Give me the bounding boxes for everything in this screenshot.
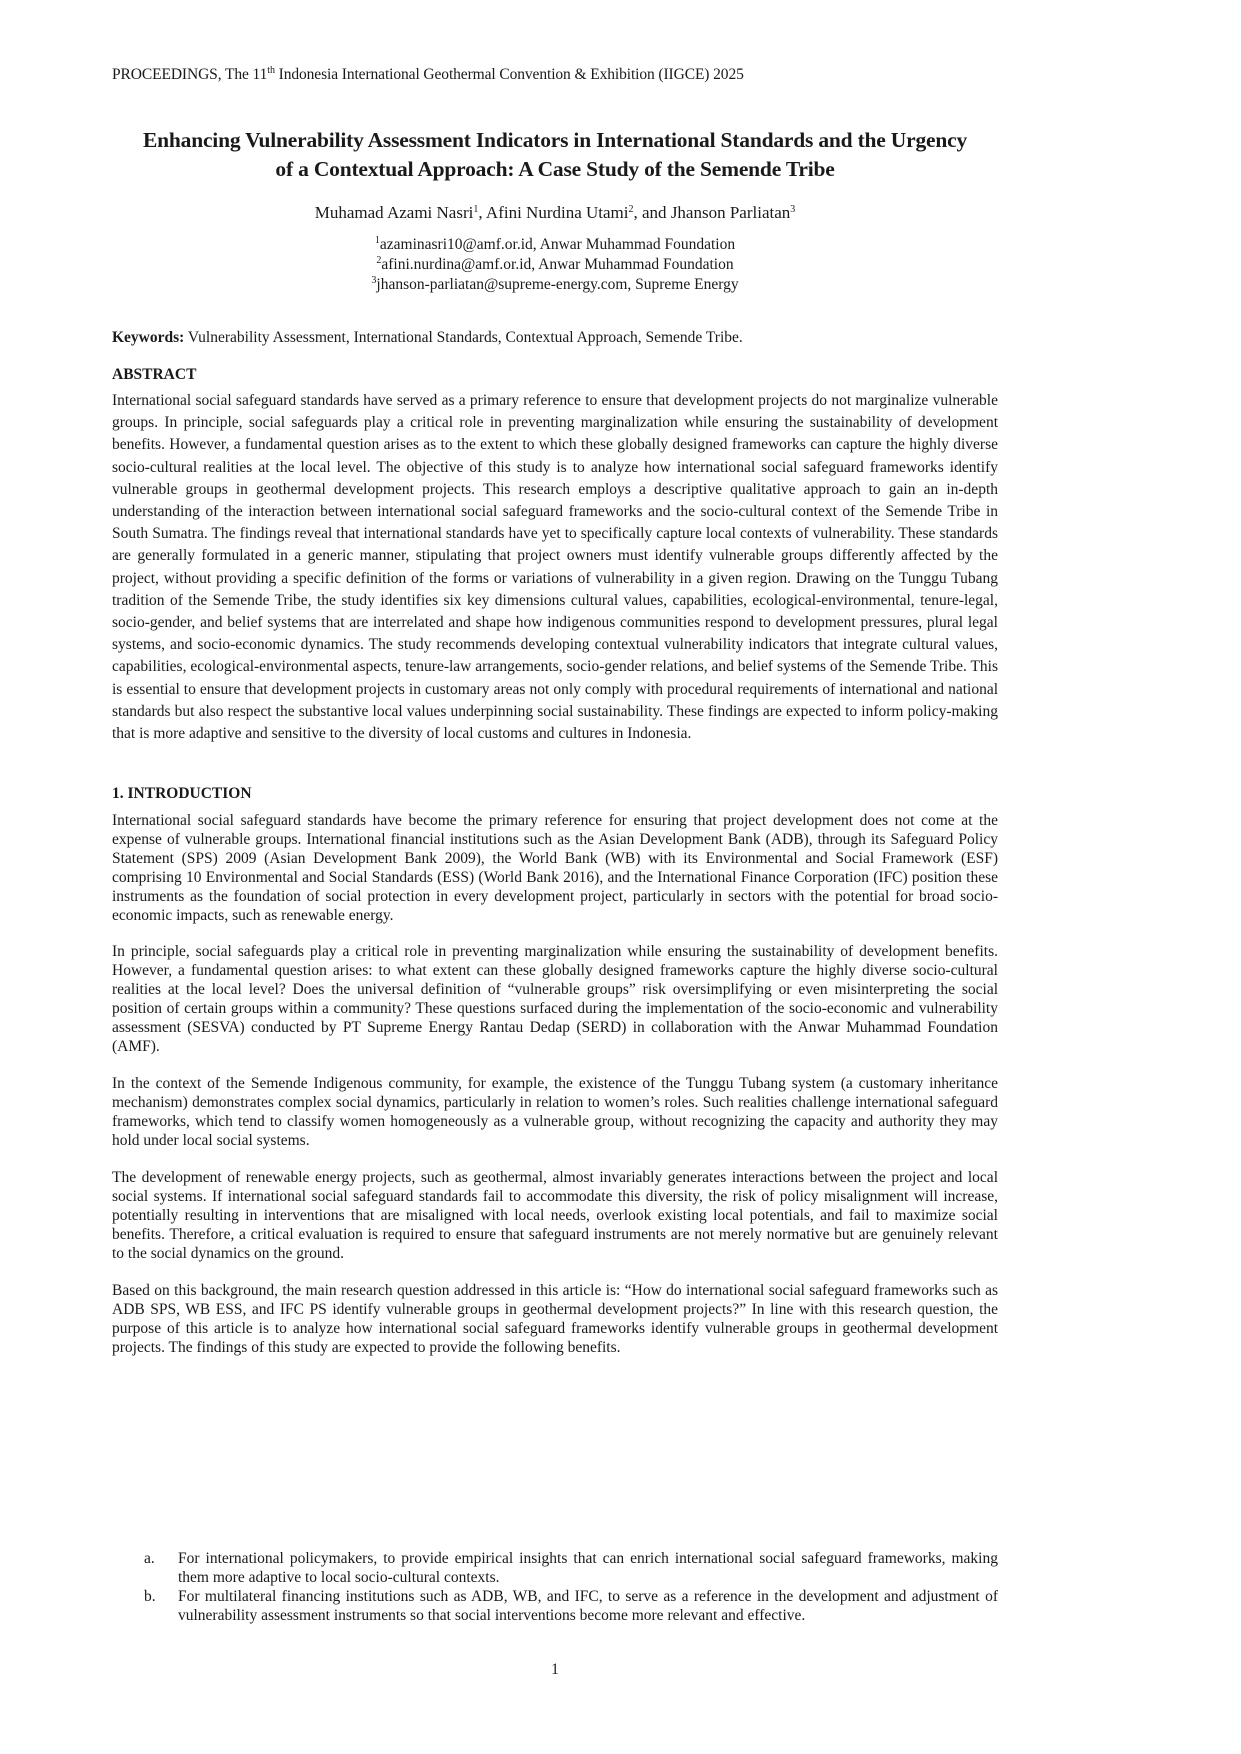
abstract-body: International social safeguard standards have served as a primary reference to ensure that development projects do not marginalize vulnerable groups. In principle, social safeguards play a critical role in preventing marginalization while ensuring the sustainability of development benefits. However, a fundamental question arises as to the extent to which these globally designed frameworks can capture the highly diverse socio-cultural realities at the local level. The objective of this study is to analyze how international social safeguard frameworks identify vulnerable groups in geothermal development projects. This research employs a descriptive qualitative approach to gain an in-depth understanding of the interaction between international social safeguard frameworks and the socio-cultural context of the Semende Tribe in South Sumatra. The findings reveal that international standards have yet to specifically capture local contexts of vulnerability. These standards are generally formulated in a generic manner, stipulating that project owners must identify vulnerable groups differently affected by the project, without providing a specific definition of the forms or variations of vulnerability in a given region. Drawing on the Tunggu Tubang tradition of the Semende Tribe, the study identifies six key dimensions cultural values, capabilities, ecological-environmental, tenure-legal, socio-gender, and belief systems that are interrelated and shape how indigenous communities respond to development pressures, plural legal systems, and socio-economic dynamics. The study recommends developing contextual vulnerability indicators that integrate cultural values, capabilities, ecological-environmental aspects, tenure-law arrangements, socio-gender relations, and belief systems of the Semende Tribe. This is essential to ensure that development projects in customary areas not only comply with procedural requirements of international and national standards but also respect the substantive local values underpinning social sustainability. These findings are expected to inform policy-making that is more adaptive and sensitive to the diversity of local customs and cultures in Indonesia.	[112, 392, 998, 743]
author-affil-marker: 3	[790, 204, 796, 215]
intro-paragraph-5: Based on this background, the main research question addressed in this article is: “How do international social safeguard frameworks such as ADB SPS, WB ESS, and IFC PS identify vulnerable groups in geothermal development projects?” In line with this research question, the purpose of this article is to analyze how international social safeguard frameworks identify vulnerable groups in geothermal development projects. The findings of this study are expected to provide the following benefits.	[112, 1282, 998, 1356]
affil-marker: 3	[371, 275, 377, 286]
affiliation-item	[112, 255, 998, 275]
affil-text: azaminasri10@amf.or.id, Anwar Muhammad Foundation	[379, 236, 736, 253]
running-head-suffix: Indonesia International Geothermal Convention & Exhibition (IIGCE) 2025	[274, 66, 744, 83]
affil-text: jhanson-parliatan@supreme-energy.com, Supreme Energy	[376, 276, 739, 293]
benefit-item	[112, 1549, 998, 1587]
affiliation-list	[112, 235, 998, 295]
intro-paragraph-1: International social safeguard standards have become the primary reference for ensuring that project development does not come at the expense of vulnerable groups. International financial institutions such as the Asian Development Bank (ADB), through its Safeguard Policy Statement (SPS) 2009 (Asian Development Bank 2009), the World Bank (WB) with its Environmental and Social Framework (ESF) comprising 10 Environmental and Social Standards (ESS) (World Bank 2016), and the International Finance Corporation (IFC) position these instruments as the foundation of social protection in every development project, particularly in sectors with the potential for broad socio-economic impacts, such as renewable energy.	[112, 812, 998, 924]
author-name: Muhamad Azami Nasri	[314, 203, 474, 222]
affiliation-item	[112, 235, 998, 255]
keywords-text: Vulnerability Assessment, International Standards, Contextual Approach, Semende Tribe.	[184, 329, 743, 346]
author-name: Jhanson Parliatan	[670, 203, 791, 222]
benefit-text: For multilateral financing institutions such as ADB, WB, and IFC, to serve as a reference in the development and adjustment of vulnerability assessment instruments so that social interventions become more relevant and effective.	[178, 1588, 998, 1624]
title-line-1: Enhancing Vulnerability Assessment Indicators in International Standards and the Urgency	[142, 128, 968, 152]
introduction-heading: 1. INTRODUCTION	[112, 785, 252, 802]
author-affil-marker: 2	[628, 204, 634, 215]
affil-marker: 1	[374, 235, 380, 246]
intro-paragraph-2: In principle, social safeguards play a critical role in preventing marginalization while ensuring the sustainability of development benefits. However, a fundamental question arises: to what extent can these globally designed frameworks capture the highly diverse socio-cultural realities at the local level? Does the universal definition of “vulnerable groups” risk oversimplifying or even misinterpreting the social position of certain groups within a community? These questions surfaced during the implementation of the socio-economic and vulnerability assessment (SESVA) conducted by PT Supreme Energy Rantau Dedap (SERD) in collaboration with the Anwar Muhammad Foundation (AMF).	[112, 943, 998, 1055]
benefits-list	[112, 1549, 998, 1625]
page-number: 1	[551, 1661, 559, 1678]
running-head-superscript: th	[267, 65, 275, 76]
author-affil-marker: 1	[473, 204, 479, 215]
intro-paragraph-3: In the context of the Semende Indigenous community, for example, the existence of the Tunggu Tubang system (a customary inheritance mechanism) demonstrates complex social dynamics, particularly in relation to women’s roles. Such realities challenge international safeguard frameworks, which tend to classify women homogeneously as a vulnerable group, without recognizing the capacity and authority they may hold under local social systems.	[112, 1075, 998, 1149]
affil-text: afini.nurdina@amf.or.id, Anwar Muhammad Foundation	[381, 256, 734, 273]
author-separator: , and	[633, 203, 671, 222]
running-head-prefix: PROCEEDINGS, The 11	[112, 66, 268, 83]
keywords-label: Keywords:	[112, 329, 185, 346]
intro-paragraph-4: The development of renewable energy projects, such as geothermal, almost invariably generates interactions between the project and local social systems. If international social safeguard standards fail to accommodate this diversity, the risk of policy misalignment will increase, potentially resulting in interventions that are misaligned with local needs, overlook existing local potentials, and fail to maximize social benefits. Therefore, a critical evaluation is required to ensure that safeguard instruments are not merely normative but are genuinely relevant to the social dynamics on the ground.	[112, 1169, 998, 1262]
affil-marker: 2	[376, 255, 382, 266]
running-header	[112, 66, 744, 84]
author-name: Afini Nurdina Utami	[485, 203, 629, 222]
paper-title	[112, 126, 998, 184]
author-separator: ,	[478, 203, 486, 222]
benefit-text: For international policymakers, to provide empirical insights that can enrich international social safeguard frameworks, making them more adaptive to local socio-cultural contexts.	[178, 1550, 998, 1586]
affiliation-item	[112, 275, 998, 295]
abstract-heading: ABSTRACT	[112, 366, 197, 383]
author-list	[112, 203, 998, 223]
benefit-item	[112, 1587, 998, 1625]
keywords	[112, 329, 743, 347]
list-marker: b.	[144, 1588, 156, 1605]
list-marker: a.	[144, 1550, 155, 1567]
title-line-2: of a Contextual Approach: A Case Study of the Semende Tribe	[275, 157, 835, 181]
